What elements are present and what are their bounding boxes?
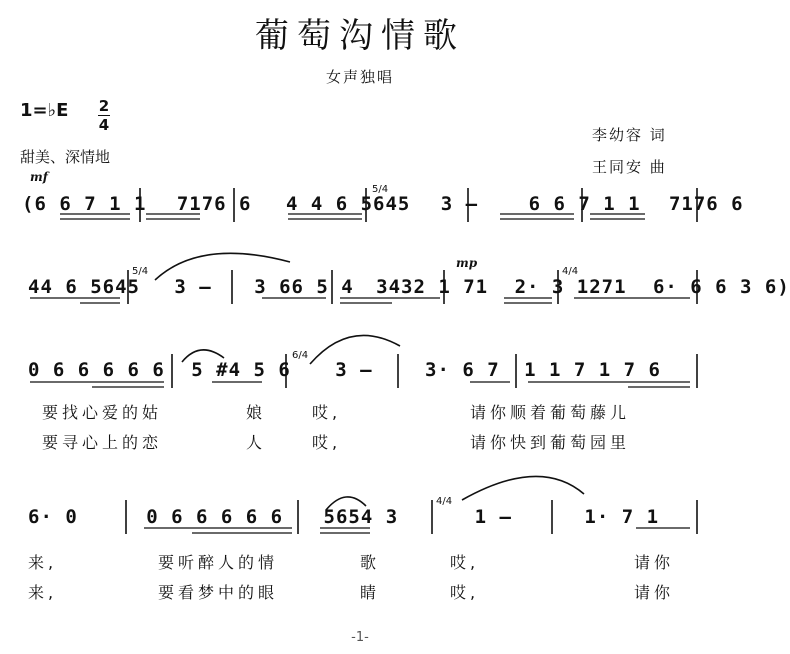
lyric-line: 请你 — [634, 553, 675, 572]
measure: 3 – — [440, 193, 479, 215]
lyric-line: 哎, — [312, 403, 342, 422]
measure: (6 6 7 1 1 — [22, 193, 147, 215]
lyric-line: 哎, — [312, 433, 342, 452]
lyric-line: 哎, — [450, 553, 480, 572]
lyric-line: 睛 — [360, 583, 381, 602]
time-top: 2 — [98, 97, 110, 115]
measure: 3 – — [335, 359, 373, 381]
measure: 7176 6 — [176, 193, 252, 215]
lyric-line: 哎, — [450, 583, 480, 602]
lyric-line: 要看梦中的眼 — [158, 583, 279, 602]
measure: 1· 7 1 — [584, 506, 660, 528]
lyric-line: 请你顺着葡萄藤儿 — [470, 403, 631, 422]
page-title: 葡萄沟情歌 — [255, 16, 465, 56]
tempo-marking: 甜美、深情地 — [20, 148, 111, 166]
measure: 3· 6 7 — [425, 359, 500, 381]
lyric-line: 要找心爱的姑 — [42, 403, 163, 422]
lyric-line: 来, — [28, 553, 58, 572]
subtitle: 女声独唱 — [325, 68, 394, 86]
lyric-line: 请你 — [634, 583, 675, 602]
measure: 0 6 6 6 6 6 — [146, 506, 284, 528]
measure: 3 – — [174, 276, 212, 298]
lyricist-credit: 李幼容 词 — [592, 126, 667, 144]
measure: 5654 3 — [323, 506, 399, 528]
note-row-2 — [28, 276, 790, 298]
lyric-line: 来, — [28, 583, 58, 602]
measure: 0 6 6 6 6 6 — [28, 359, 165, 381]
note-row-4 — [28, 506, 659, 528]
measure: 5 #4 5 6 — [191, 359, 291, 381]
measure: 1 1 7 1 7 6 — [524, 359, 661, 381]
lyric-line: 要寻心上的恋 — [42, 433, 163, 452]
lyric-line: 娘 — [246, 403, 267, 422]
measure: 7176 6 — [668, 193, 744, 215]
lyric-line: 歌 — [360, 553, 381, 572]
lyric-line: 要听醉人的情 — [158, 553, 279, 572]
meter-mark: 5/4 — [132, 266, 149, 277]
note-row-1 — [22, 193, 744, 215]
lyric-line: 请你快到葡萄园里 — [470, 433, 631, 452]
measure: 44 6 5645 — [28, 276, 140, 298]
key-signature: 1=♭E — [20, 100, 69, 121]
measure: 2· 3 1271 — [514, 276, 627, 298]
dynamic-mf: mf — [30, 170, 48, 184]
time-bottom: 4 — [98, 116, 110, 134]
measure: 6· 6 6 3 6) — [652, 276, 790, 298]
measure: 4 4 6 5645 — [285, 193, 411, 215]
page-number: -1- — [351, 630, 369, 645]
measure: 6· 0 — [28, 506, 78, 528]
measure: 3432 1 71 — [376, 276, 489, 298]
measure: 3 66 5 4 — [254, 276, 354, 298]
measure: 1 – — [474, 506, 512, 528]
composer-credit: 王同安 曲 — [592, 158, 667, 176]
meter-mark: 6/4 — [292, 350, 309, 361]
lyric-line: 人 — [246, 433, 267, 452]
note-row-3 — [28, 359, 661, 381]
dynamic-mp: mp — [456, 256, 478, 270]
meter-mark: 4/4 — [436, 496, 453, 507]
measure: 6 6 7 1 1 — [528, 193, 641, 215]
meter-mark: 5/4 — [372, 184, 389, 195]
meter-mark: 4/4 — [562, 266, 579, 277]
